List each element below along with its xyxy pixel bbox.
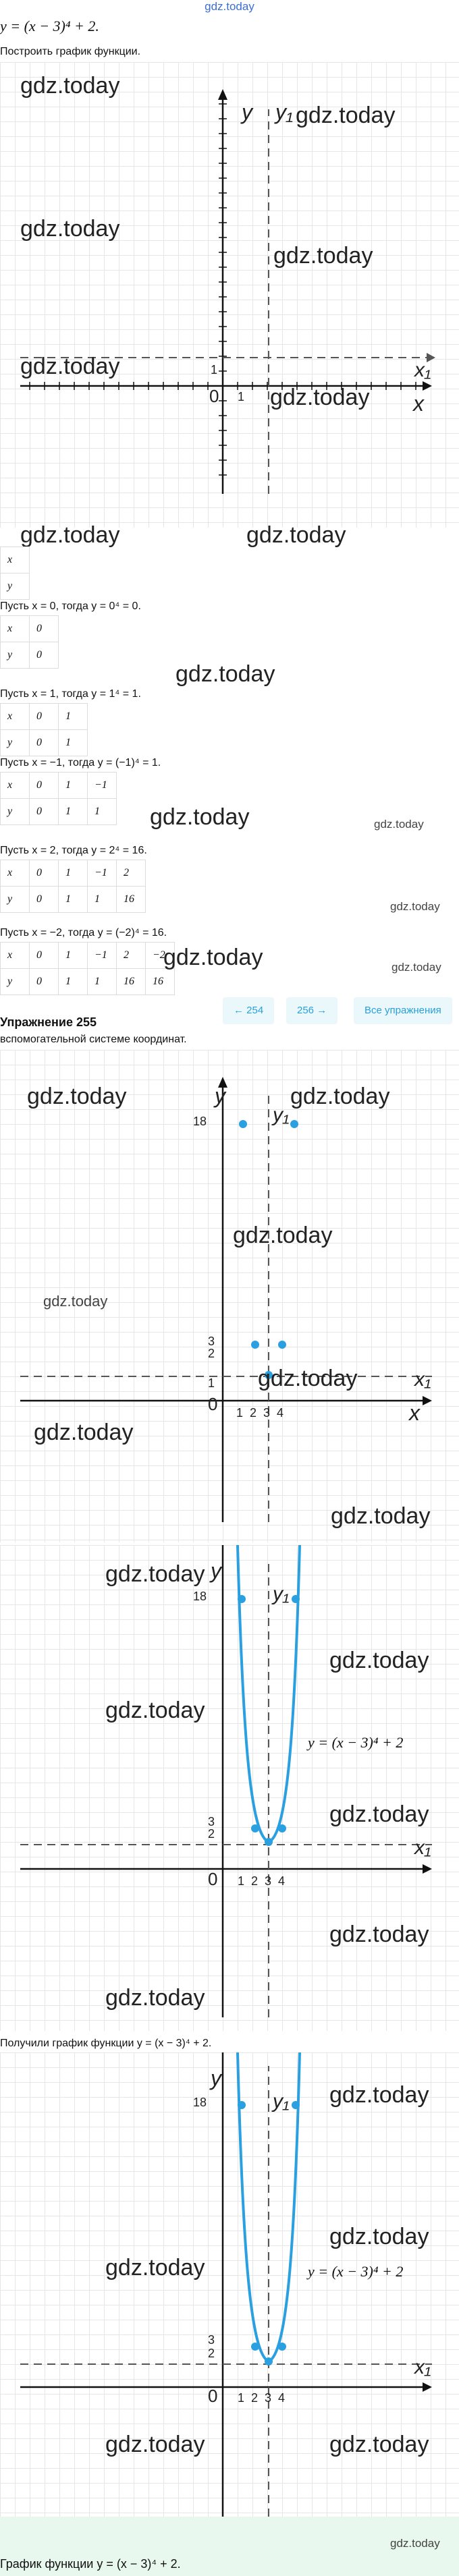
task-formula: y = (x − 3)⁴ + 2. [0, 18, 99, 34]
watermark: gdz.today [233, 1223, 333, 1248]
watermark: gdz.today [176, 661, 275, 687]
table-cell: x [1, 547, 30, 573]
prev-exercise-button[interactable]: ← 254 [223, 997, 274, 1024]
y1-axis-label: y₁ [273, 2090, 290, 2112]
table-cell: 0 [30, 773, 59, 799]
origin-label: 0 [208, 2386, 218, 2406]
value-table [0, 860, 146, 913]
value-table [0, 703, 88, 756]
origin-label: 0 [208, 1394, 218, 1414]
table-cell: 16 [117, 887, 146, 913]
watermark: gdz.today [329, 1648, 429, 1673]
tick-y-18: 18 [193, 1590, 207, 1603]
tick-y-2: 2 [208, 1827, 215, 1841]
table-cell: 1 [88, 887, 117, 913]
tick-x-3: 3 [263, 1406, 271, 1420]
tick-x-2: 2 [251, 1874, 259, 1888]
watermark: gdz.today [331, 1503, 431, 1529]
x1-axis-label: x₁ [414, 1837, 431, 1859]
value-table [0, 772, 117, 825]
tick-x-1: 1 [238, 1874, 245, 1888]
tick-x-4: 4 [278, 1874, 286, 1888]
y1-axis-label: y₁ [273, 1104, 290, 1126]
task-instruction: Построить график функции. [0, 46, 141, 57]
tick-y-18: 18 [193, 2096, 207, 2109]
watermark: gdz.today [20, 216, 120, 242]
table-cell: 2 [117, 860, 146, 887]
watermark: gdz.today [20, 522, 120, 548]
tick-x-3: 3 [265, 1874, 272, 1888]
watermark: gdz.today [258, 1366, 358, 1391]
table-cell: 1 [59, 799, 88, 825]
table-cell: 1 [59, 969, 88, 995]
x1-axis-label: x₁ [414, 2356, 431, 2378]
table-cell: x [1, 860, 30, 887]
watermark: gdz.today [105, 1985, 205, 2011]
tick-x-2: 2 [251, 2391, 259, 2405]
graph-1 [0, 62, 459, 548]
table-cell: 16 [146, 969, 175, 995]
y-axis-label: y [242, 100, 252, 124]
table-cell: 0 [30, 616, 59, 642]
tick-y-3: 3 [208, 1335, 215, 1348]
watermark: gdz.today [105, 1561, 205, 1587]
table-cell: y [1, 573, 30, 600]
watermark: gdz.today [329, 2082, 429, 2108]
x1-axis-label: x₁ [414, 1368, 431, 1391]
y-axis-label: y [211, 1559, 221, 1583]
table-cell: 0 [30, 943, 59, 969]
value-table [0, 615, 59, 669]
watermark: gdz.today [374, 818, 424, 831]
step-text: Пусть x = −1, тогда y = (−1)⁴ = 1. [0, 757, 161, 768]
exercise-title: Упражнение 255 [0, 1015, 97, 1029]
watermark: gdz.today [270, 385, 370, 410]
table-cell: 0 [30, 887, 59, 913]
origin-label: 0 [208, 1869, 218, 1889]
table-cell: 1 [59, 887, 88, 913]
tick-y-2: 2 [208, 1347, 215, 1360]
tick-y-18: 18 [193, 1115, 207, 1128]
watermark: gdz.today [34, 1420, 134, 1445]
step-text: Пусть x = −2, тогда y = (−2)⁴ = 16. [0, 927, 167, 939]
table-cell: 0 [30, 860, 59, 887]
watermark: gdz.today [246, 522, 346, 548]
table-cell: x [1, 704, 30, 730]
y-axis-label: y [215, 1084, 225, 1108]
tick-y-2: 2 [208, 2347, 215, 2360]
table-cell: 1 [59, 943, 88, 969]
watermark: gdz.today [273, 243, 373, 269]
x1-axis-label: x₁ [414, 359, 431, 381]
watermark: gdz.today [105, 2432, 205, 2457]
watermark: gdz.today [390, 2537, 440, 2550]
watermark: gdz.today [105, 1698, 205, 1723]
table-cell: −1 [88, 943, 117, 969]
watermark: gdz.today [329, 1922, 429, 1947]
watermark: gdz.today [296, 103, 396, 128]
tick-x-4: 4 [277, 1406, 284, 1420]
tick-y-3: 3 [208, 1815, 215, 1828]
aux-text: вспомогательной системе координат. [0, 1034, 187, 1045]
table-cell: y [1, 969, 30, 995]
origin-label: 0 [209, 386, 219, 406]
table-cell: x [1, 773, 30, 799]
step-text: Пусть x = 0, тогда y = 0⁴ = 0. [0, 600, 141, 612]
tick-y-1: 1 [208, 1376, 215, 1390]
table-cell: y [1, 799, 30, 825]
all-exercises-button[interactable]: Все упражнения [354, 997, 452, 1024]
table-cell: y [1, 730, 30, 756]
table-cell: 1 [88, 799, 117, 825]
table-cell: 0 [30, 799, 59, 825]
step-text: Пусть x = 1, тогда y = 1⁴ = 1. [0, 688, 141, 700]
watermark: gdz.today [20, 354, 120, 379]
table-cell: 0 [30, 704, 59, 730]
graph-2 [0, 1050, 459, 1542]
x-axis-label: x [409, 1401, 420, 1425]
table-cell: y [1, 642, 30, 669]
result-text: Получили график функции y = (x − 3)⁴ + 2. [0, 2038, 212, 2049]
table-cell: 1 [59, 773, 88, 799]
table-cell: 1 [59, 730, 88, 756]
value-table-empty [0, 547, 30, 600]
y1-axis-label: y₁ [275, 100, 294, 124]
y-axis-label: y [211, 2066, 221, 2090]
curve-label: y = (x − 3)⁴ + 2 [308, 1734, 404, 1751]
site-title[interactable]: gdz.today [205, 0, 254, 13]
table-cell: 0 [30, 969, 59, 995]
table-cell: 0 [30, 730, 59, 756]
table-cell: 16 [117, 969, 146, 995]
watermark: gdz.today [329, 1801, 429, 1827]
watermark: gdz.today [329, 2224, 429, 2249]
watermark: gdz.today [105, 2255, 205, 2280]
watermark: gdz.today [329, 2432, 429, 2457]
x-one-label: 1 [238, 390, 245, 403]
table-cell: x [1, 943, 30, 969]
table-cell: −1 [88, 773, 117, 799]
curve-label: y = (x − 3)⁴ + 2 [308, 2263, 404, 2280]
tick-y-3: 3 [208, 2333, 215, 2347]
table-cell: −1 [88, 860, 117, 887]
table-cell: 0 [30, 642, 59, 669]
watermark: gdz.today [150, 804, 250, 830]
table-cell: y [1, 887, 30, 913]
table-cell: −2 [146, 943, 175, 969]
tick-x-4: 4 [278, 2391, 286, 2405]
final-text: График функции y = (x − 3)⁴ + 2. [0, 2557, 181, 2571]
y-one-label: 1 [211, 363, 218, 376]
graph-3 [0, 1545, 459, 2031]
watermark: gdz.today [43, 1293, 108, 1310]
step-text: Пусть x = 2, тогда y = 2⁴ = 16. [0, 845, 147, 856]
table-cell: 1 [59, 704, 88, 730]
watermark: gdz.today [27, 1084, 127, 1109]
watermark: gdz.today [163, 945, 263, 970]
y1-axis-label: y₁ [273, 1583, 290, 1605]
table-cell: 2 [117, 943, 146, 969]
table-cell: 1 [59, 860, 88, 887]
table-cell: 1 [88, 969, 117, 995]
watermark: gdz.today [290, 1084, 390, 1109]
tick-x-2: 2 [250, 1406, 257, 1420]
next-exercise-button[interactable]: 256 → [286, 997, 338, 1024]
tick-x-1: 1 [236, 1406, 244, 1420]
watermark: gdz.today [392, 961, 441, 974]
watermark: gdz.today [20, 73, 120, 99]
graph-4 [0, 2052, 459, 2517]
tick-x-1: 1 [238, 2391, 245, 2405]
table-cell: x [1, 616, 30, 642]
value-table [0, 942, 175, 995]
x-axis-label: x [413, 391, 424, 416]
tick-x-3: 3 [265, 2391, 272, 2405]
watermark: gdz.today [390, 900, 440, 913]
